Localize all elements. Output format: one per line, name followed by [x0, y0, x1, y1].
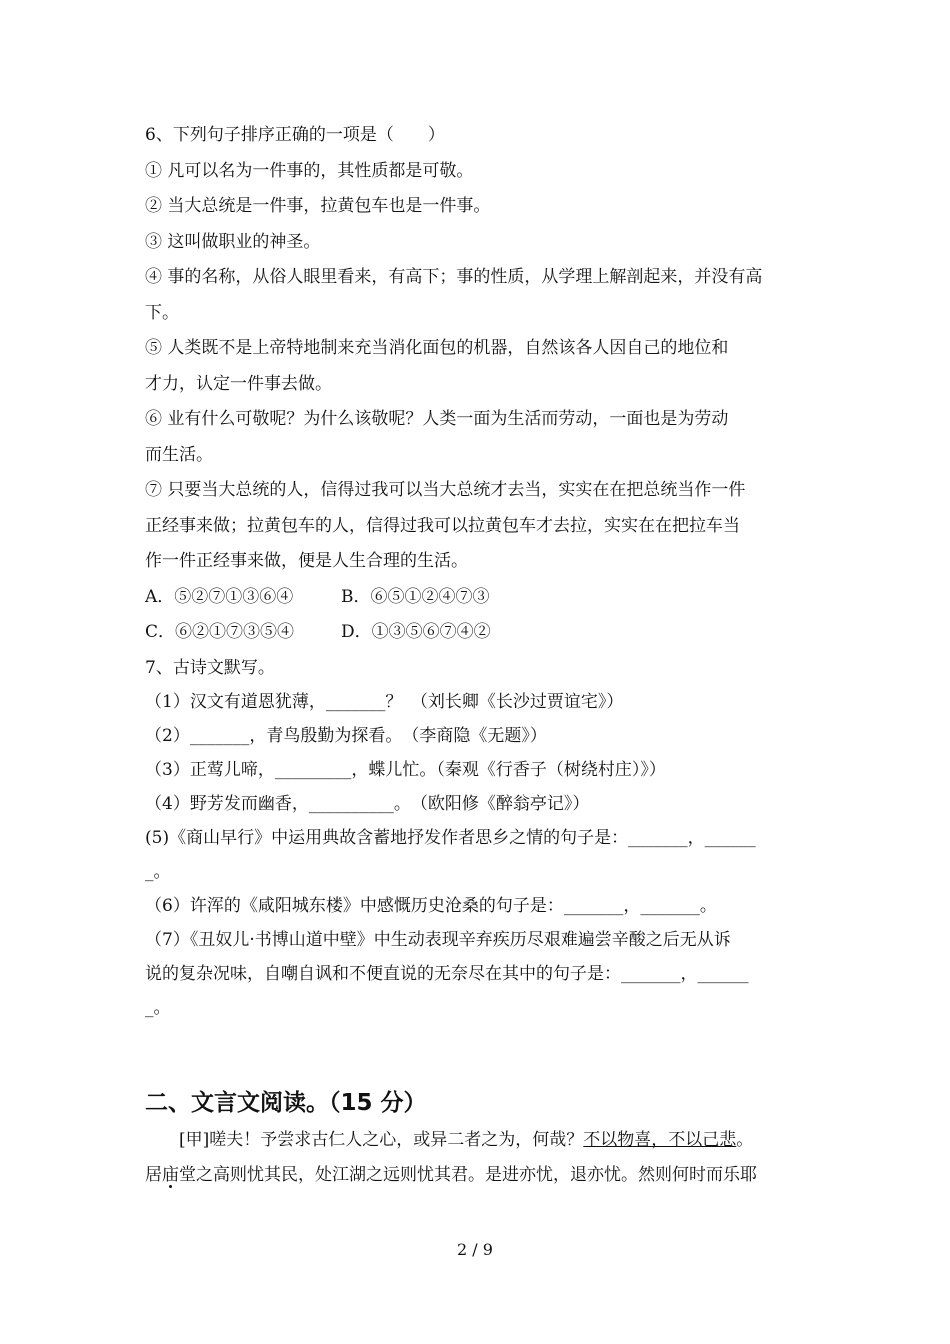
- q7-stem: 7、古诗文默写。: [145, 657, 275, 678]
- q6-sentence-7-line3: 作一件正经事来做，便是人生合理的生活。: [145, 551, 468, 571]
- option-d: D．①③⑤⑥⑦④②: [341, 622, 491, 642]
- q7-item-7-line3: _。: [145, 997, 171, 1018]
- q7-item-6: （6）许浑的《咸阳城东楼》中感慨历史沧桑的句子是：_______，_______。: [145, 895, 717, 916]
- q6-sentence-5-line1: ⑤ 人类既不是上帝特地制来充当消化面包的机器，自然该各人因自己的地位和: [145, 338, 729, 358]
- page-content: [145, 118, 813, 1194]
- passage-punct: 。: [736, 1129, 754, 1150]
- passage-text: 居: [145, 1165, 162, 1185]
- q6-sentence-6-line1: ⑥ 业有什么可敬呢？为什么该敬呢？人类一面为生活而劳动，一面也是为劳动: [145, 409, 729, 429]
- q6-sentence-6-line2: 而生活。: [145, 444, 213, 465]
- q7-item-3: （3）正莺儿啼，_________，蝶儿忙。（秦观《行香子（树绕村庄）》）: [145, 759, 666, 780]
- q6-sentence-7-line1: ⑦ 只要当大总统的人，信得过我可以当大总统才去当，实实在在把总统当作一件: [145, 480, 746, 500]
- passage-a-line1: [145, 1123, 813, 1159]
- option-b: B．⑥⑤①②④⑦③: [341, 586, 490, 607]
- q6-stem: 6、下列句子排序正确的一项是（ ）: [145, 125, 445, 145]
- passage-text: [甲]嗟夫！予尝求古仁人之心，或异二者之为，何哉？: [179, 1129, 584, 1150]
- option-c: C．⑥②①⑦③⑤④: [145, 622, 295, 642]
- q7-item-5-line2: _。: [145, 861, 171, 882]
- q6-sentence-4-line1: ④ 事的名称，从俗人眼里看来，有高下；事的性质，从学理上解剖起来，并没有高: [145, 267, 763, 287]
- section-2-heading: 二、文言文阅读。（15 分）: [145, 1089, 427, 1116]
- option-a: A．⑤②⑦①③⑥④: [145, 586, 294, 607]
- q7-item-5-line1: (5)《商山早行》中运用典故含蓄地抒发作者思乡之情的句子是：_______，______: [145, 827, 756, 848]
- section-spacer: [145, 1025, 813, 1083]
- q7-item-7-line2: 说的复杂况味，自嘲自讽和不便直说的无奈尽在其中的句子是：_______，______: [145, 963, 749, 984]
- q6-sentence-3: ③ 这叫做职业的神圣。: [145, 231, 321, 252]
- q6-options-row-1: [145, 580, 813, 616]
- q6-sentence-5-line2: 才力，认定一件事去做。: [145, 373, 332, 394]
- emphasis-dot-char: 庙: [162, 1165, 179, 1185]
- passage-a-line2: [145, 1158, 813, 1194]
- q6-options-row-2: [145, 615, 813, 651]
- q7-item-7-line1: （7）《丑奴儿·书博山道中壁》中生动表现辛弃疾历尽艰难遍尝辛酸之后无从诉: [145, 929, 731, 950]
- q7-item-4: （4）野芳发而幽香，__________。 （欧阳修《醉翁亭记》）: [145, 793, 590, 814]
- q6-sentence-4-line2: 下。: [145, 302, 179, 323]
- q6-sentence-1: ① 凡可以名为一件事的，其性质都是可敬。: [145, 160, 474, 181]
- page-number: 2 / 9: [457, 1240, 493, 1259]
- q6-sentence-2: ② 当大总统是一件事，拉黄包车也是一件事。: [145, 196, 491, 216]
- q7-item-1: （1）汉文有道恩犹薄，_______？ （刘长卿《长沙过贾谊宅》）: [145, 691, 624, 712]
- passage-text: 堂之高则忧其民，处江湖之远则忧其君。是进亦忧，退亦忧。然则何时而乐耶: [179, 1165, 757, 1185]
- q7-item-2: （2）_______，青鸟殷勤为探看。 （李商隐《无题》）: [145, 725, 547, 746]
- q6-sentence-7-line2: 正经事来做；拉黄包车的人，信得过我可以拉黄包车才去拉，实实在在把拉车当: [145, 515, 740, 536]
- underlined-phrase: 不以物喜，不以己悲: [583, 1129, 737, 1150]
